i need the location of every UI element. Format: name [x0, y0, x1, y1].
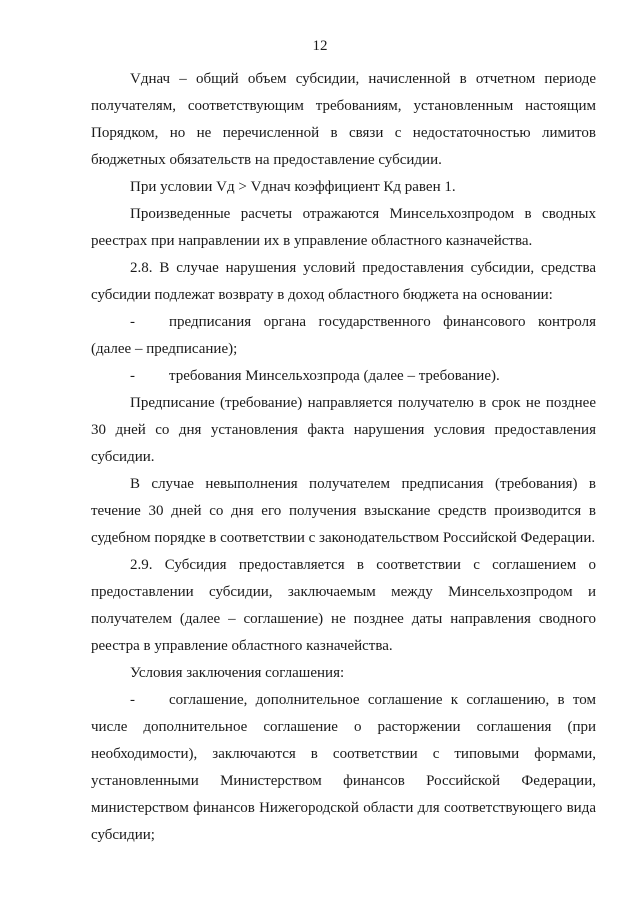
page-number: 12 — [312, 38, 328, 54]
paragraph-agreement-conditions: Условия заключения соглашения: — [130, 665, 345, 681]
list-item-prescription — [91, 309, 596, 363]
paragraph-vdnach-definition: Vднач – общий объем субсидии, начисленной в отчетном периоде получателям, соответствующим требованиям, установленным настоящим Порядком, но не перечисленной в связи с недостаточностью лимитов бюджетных обязательств на предоставление субсидии. — [91, 71, 596, 168]
list-item-requirement — [91, 363, 596, 390]
paragraph-condition: При условии Vд > Vднач коэффициент Кд равен 1. — [130, 179, 456, 195]
paragraph-court-recovery: В случае невыполнения получателем предписания (требования) в течение 30 дней со дня его получения взыскание средств производится в судебном порядке в соответствии с законодательством Российской Федерации. — [91, 476, 596, 546]
document-body — [91, 66, 596, 849]
list-marker: - — [130, 314, 135, 330]
paragraph-2-9: 2.9. Субсидия предоставляется в соответствии с соглашением о предоставлении субсидии, заключаемым между Минсельхозпродом и получателем (далее – соглашение) не позднее даты направления сводного реестра в управление областного казначейства. — [91, 557, 596, 654]
list-item-text: соглашение, дополнительное соглашение к соглашению, в том числе дополнительное соглашение о расторжении соглашения (при необходимости), заключаются в соответствии с типовыми формами, установленными Министерством финансов Российской Федерации, министерством финансов Нижегородской области для соответствующего вида субсидии; — [91, 692, 596, 843]
paragraph-prescription-term: Предписание (требование) направляется получателю в срок не позднее 30 дней со дня установления факта нарушения условия предоставления субсидии. — [91, 395, 596, 465]
list-item-text: требования Минсельхозпрода (далее – требование). — [169, 368, 500, 384]
list-item-agreement — [91, 687, 596, 849]
paragraph-2-8: 2.8. В случае нарушения условий предоставления субсидии, средства субсидии подлежат возврату в доход областного бюджета на основании: — [91, 260, 596, 303]
list-marker: - — [130, 692, 135, 708]
list-item-text: предписания органа государственного финансового контроля (далее – предписание); — [91, 314, 596, 357]
list-marker: - — [130, 368, 135, 384]
paragraph-calculations: Произведенные расчеты отражаются Минсельхозпродом в сводных реестрах при направлении их в управление областного казначейства. — [91, 206, 596, 249]
